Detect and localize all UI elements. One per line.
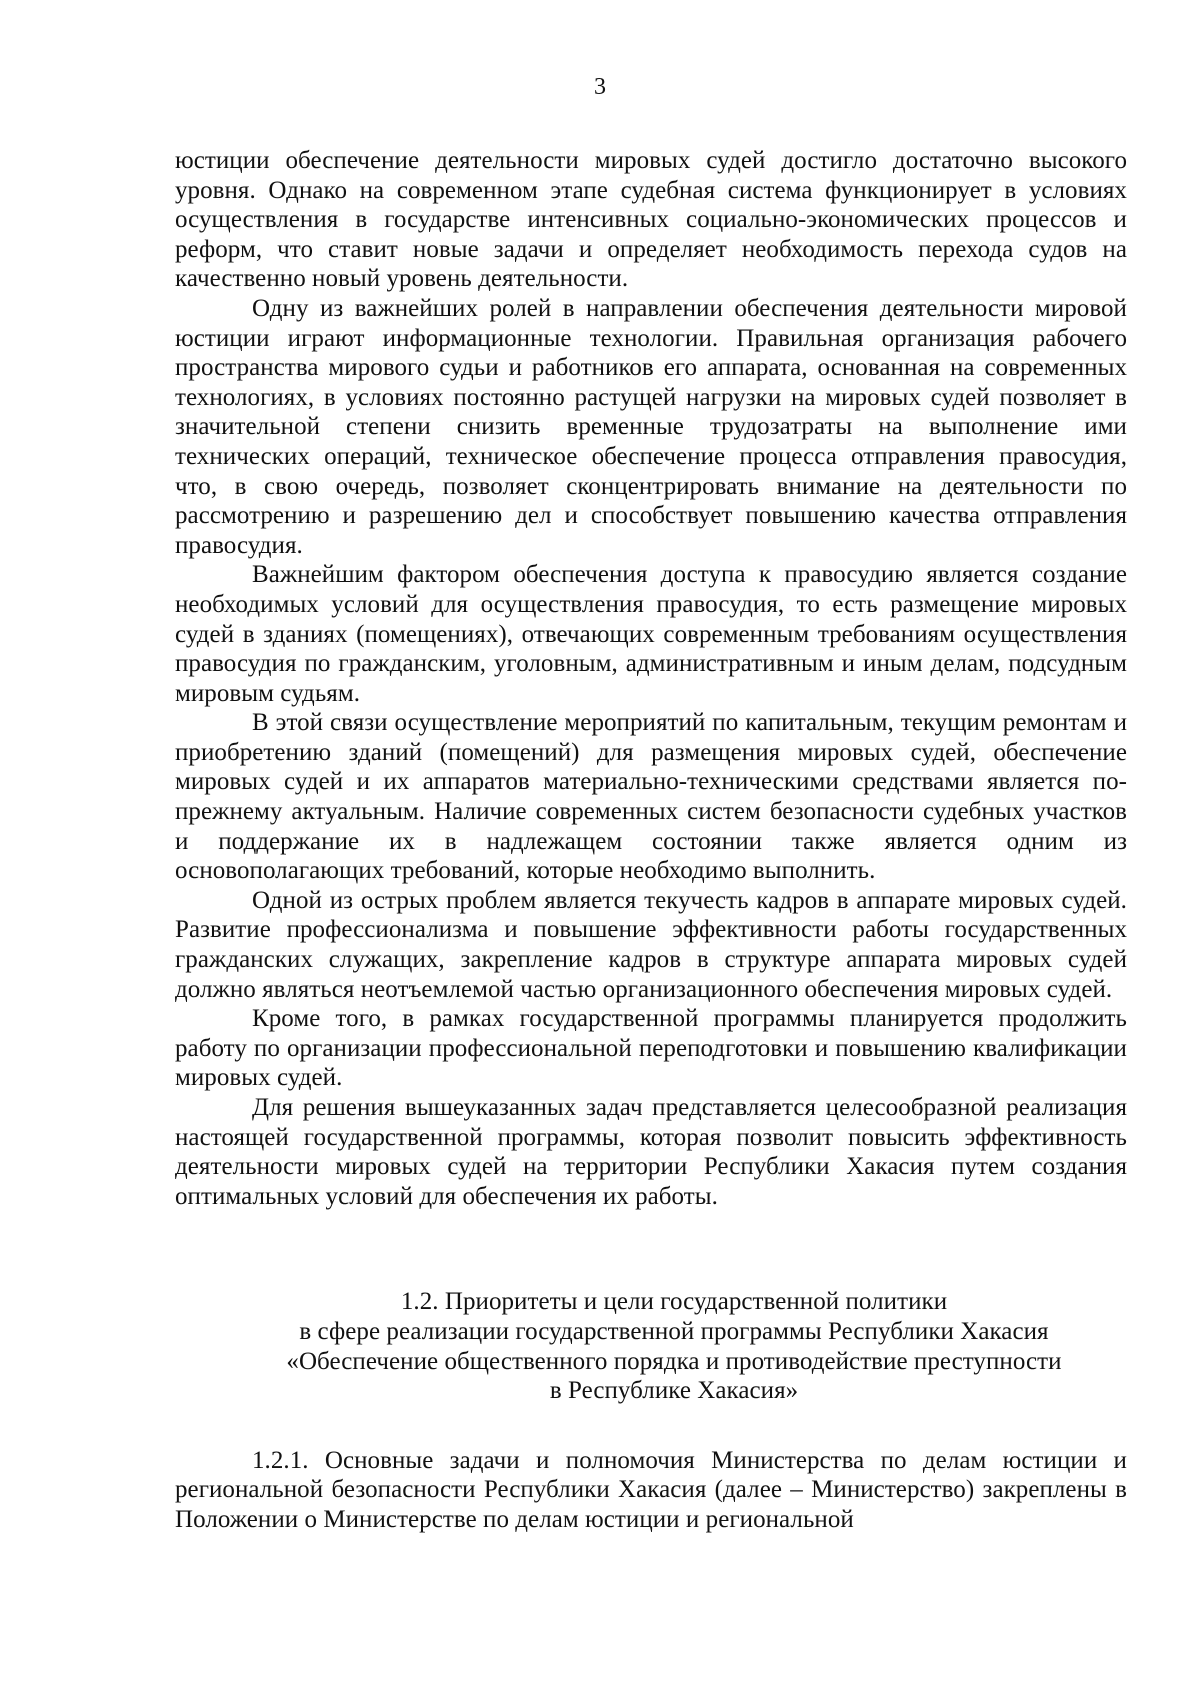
paragraph-6: Кроме того, в рамках государственной программы планируется продолжить работу по организации профессиональной переподготовки и повышению квалификации мировых судей. bbox=[175, 1005, 1127, 1092]
section-heading bbox=[175, 1287, 1127, 1405]
paragraph-7: Для решения вышеуказанных задач представляется целесообразной реализация настоящей государственной программы, которая позволит повысить эффективность деятельности мировых судей на территории Республики Хакасия путем создания оптимальных условий для обеспечения их работы. bbox=[175, 1094, 1127, 1210]
subsection-paragraph: 1.2.1. Основные задачи и полномочия Министерства по делам юстиции и региональной безопасности Республики Хакасия (далее – Министерство) закреплены в Положении о Министерстве по делам юстиции и региональной bbox=[175, 1446, 1127, 1533]
page-number: 3 bbox=[594, 74, 606, 100]
section-heading-line-4: в Республике Хакасия» bbox=[549, 1377, 799, 1405]
paragraph-2: Одну из важнейших ролей в направлении обеспечения деятельности мировой юстиции играют информационные технологии. Правильная организация рабочего пространства мирового судьи и работников его аппарата, основанная на современных технологиях, в условиях постоянно растущей нагрузки на мировых судей позволяет в значительной степени снизить временные трудозатраты на выполнение ими технических операций, техническое обеспечение процесса отправления правосудия, что, в свою очередь, позволяет сконцентрировать внимание на деятельности по рассмотрению и разрешению дел и способствует повышению качества отправления правосудия. bbox=[175, 294, 1127, 559]
section-heading-line-2: в сфере реализации государственной программы Республики Хакасия bbox=[299, 1317, 1049, 1345]
paragraph-5: Одной из острых проблем является текучесть кадров в аппарате мировых судей. Развитие профессионализма и повышение эффективности работы государственных гражданских служащих, закрепление кадров в структуре аппарата мировых судей должно являться неотъемлемой частью организационного обеспечения мировых судей. bbox=[175, 886, 1127, 1003]
section-heading-line-1: 1.2. Приоритеты и цели государственной политики bbox=[400, 1288, 948, 1316]
paragraph-3: Важнейшим фактором обеспечения доступа к правосудию является создание необходимых условий для осуществления правосудия, то есть размещение мировых судей в зданиях (помещениях), отвечающих современным требованиям осуществления правосудия по гражданским, уголовным, административным и иным делам, подсудным мировым судьям. bbox=[175, 561, 1127, 707]
paragraph-4: В этой связи осуществление мероприятий по капитальным, текущим ремонтам и приобретению зданий (помещений) для размещения мировых судей, обеспечение мировых судей и их аппаратов материально-техническими средствами является по-прежнему актуальным. Наличие современных систем безопасности судебных участков и поддержание их в надлежащем состоянии также является одним из основополагающих требований, которые необходимо выполнить. bbox=[175, 709, 1127, 885]
section-heading-line-3: «Обеспечение общественного порядка и противодействие преступности bbox=[286, 1347, 1062, 1375]
paragraph-1: юстиции обеспечение деятельности мировых судей достигло достаточно высокого уровня. Однако на современном этапе судебная система функционирует в условиях осуществления в государстве интенсивных социально-экономических процессов и реформ, что ставит новые задачи и определяет необходимость перехода судов на качественно новый уровень деятельности. bbox=[175, 147, 1127, 293]
document-body bbox=[175, 146, 1127, 1535]
